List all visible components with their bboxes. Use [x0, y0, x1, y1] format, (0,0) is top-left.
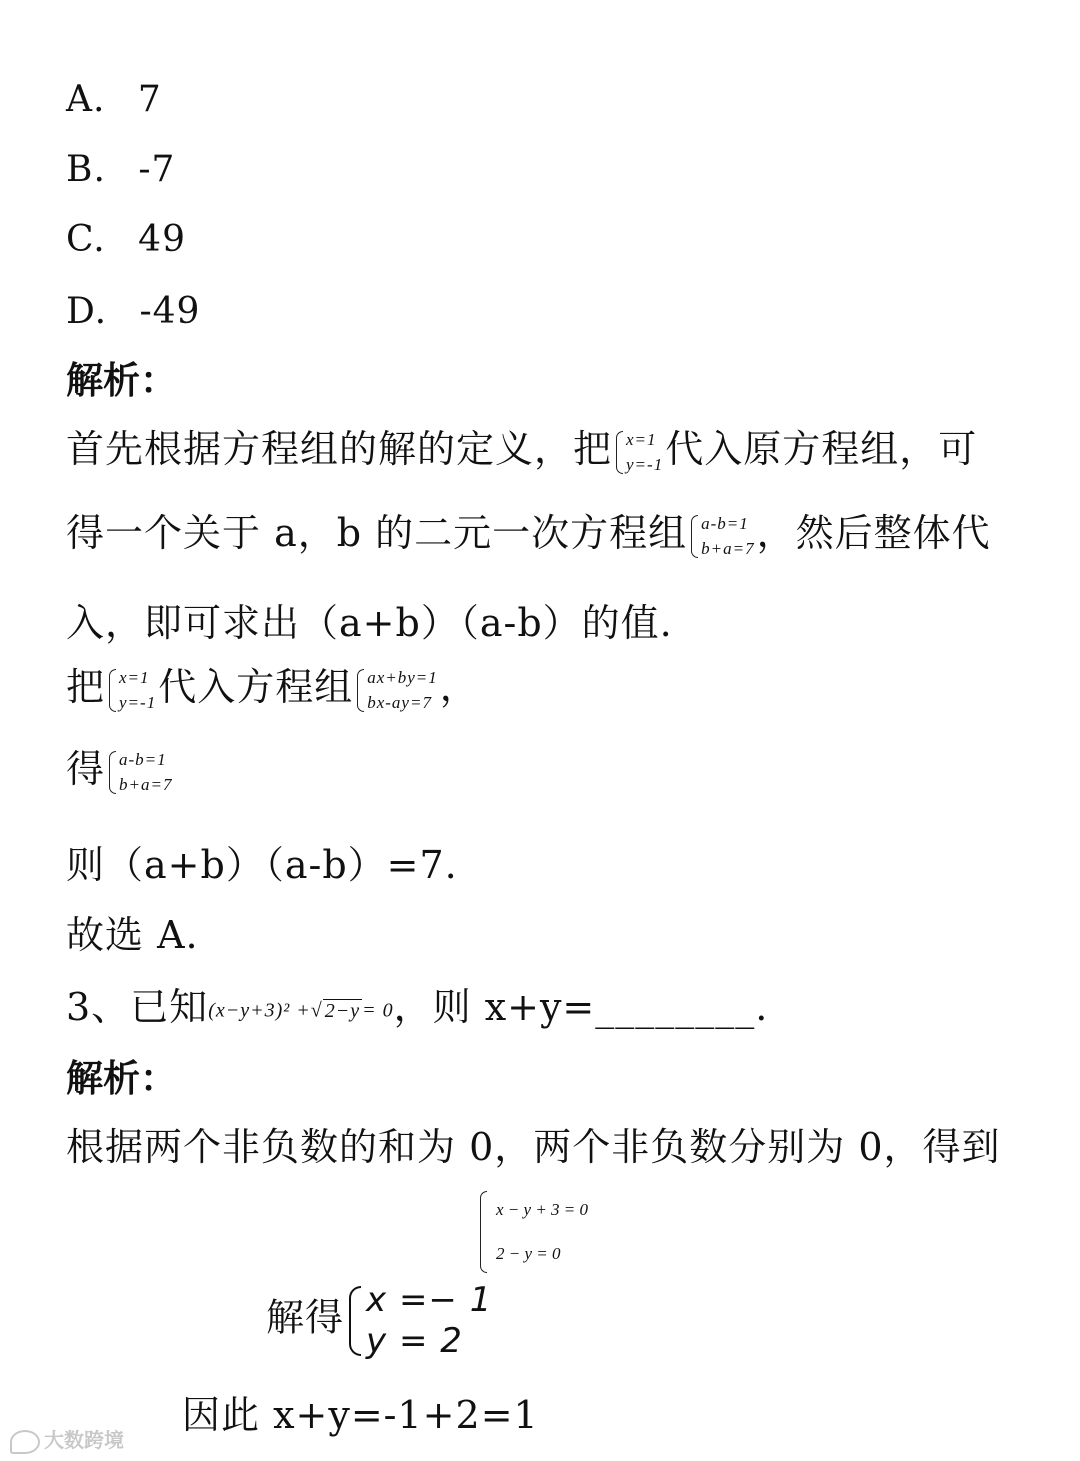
expression-part: = 0: [362, 999, 394, 1022]
equation-row: y=-1: [119, 692, 157, 712]
sqrt-radicand: 2−y: [324, 999, 361, 1022]
analysis-paragraph-4: [66, 666, 479, 715]
option-label: D.: [66, 291, 108, 332]
equation-system-xy: [107, 666, 156, 715]
equation-system-ab: [689, 512, 754, 561]
solve-label: 解得: [266, 1295, 345, 1340]
text: 得一个关于 a，b 的二元一次方程组: [66, 511, 688, 556]
text: ，: [439, 665, 479, 710]
conclusion: 因此 x+y=-1+2=1: [182, 1393, 539, 1437]
solution-line: [266, 1280, 492, 1362]
option-label: B.: [66, 149, 106, 190]
question-suffix: ，则 x+y=________.: [393, 985, 769, 1029]
option-c: [66, 219, 186, 260]
equation-system-solution: [346, 1280, 492, 1362]
equation-row: a-b=1: [119, 750, 167, 769]
expression-part: (x−y+3)² +: [208, 999, 311, 1022]
text: 首先根据方程组的解的定义，把: [66, 427, 613, 472]
question-3: [66, 985, 769, 1029]
equation-row: b+a=7: [701, 538, 755, 558]
option-a: [66, 79, 162, 120]
equation-row: x =− 1: [366, 1280, 493, 1320]
option-value: -7: [138, 149, 176, 190]
equation-system-ab: [107, 748, 172, 797]
text: 代入方程组: [158, 665, 354, 710]
analysis-heading: 解析：: [66, 358, 177, 402]
logo-icon: [10, 1430, 40, 1454]
text: ，然后整体代: [756, 511, 991, 556]
equation-row: a-b=1: [701, 514, 749, 533]
equation-system-xy: [614, 428, 663, 477]
analysis-paragraph-5: [66, 748, 174, 797]
equation-row: x=1: [119, 668, 150, 687]
equation-row: y = 2: [366, 1320, 463, 1361]
watermark-text: 大数跨境: [44, 1428, 124, 1452]
equation-system-original: [355, 666, 438, 715]
watermark: [10, 1424, 124, 1454]
option-b: [66, 149, 176, 190]
equation-row: b+a=7: [119, 774, 173, 794]
analysis2-paragraph-1: 根据两个非负数的和为 0，两个非负数分别为 0，得到: [66, 1125, 1001, 1169]
text: 把: [66, 665, 106, 710]
analysis-paragraph-6: 则（a+b）（a-b）=7.: [66, 843, 458, 887]
equation-row: ax+by=1: [367, 668, 438, 687]
option-d: [66, 291, 201, 332]
equation-row: bx-ay=7: [367, 692, 432, 712]
analysis-paragraph-2: [66, 512, 991, 561]
option-value: 49: [138, 219, 186, 260]
text: 代入原方程组，可: [665, 427, 978, 472]
analysis-paragraph-1: [66, 428, 977, 477]
option-value: -49: [139, 291, 201, 332]
option-label: A.: [66, 79, 106, 120]
question-expression: [208, 999, 393, 1022]
question-prefix: 3、已知: [66, 985, 209, 1029]
option-value: 7: [137, 79, 162, 120]
option-label: C.: [66, 219, 106, 260]
equation-row: 2 − y = 0: [496, 1244, 561, 1264]
analysis-heading: 解析：: [66, 1056, 177, 1100]
analysis-paragraph-3: 入，即可求出（a+b）（a-b）的值.: [66, 601, 673, 645]
text: 得: [66, 747, 106, 792]
equation-system-nonneg: [478, 1188, 588, 1276]
sqrt-icon: √: [310, 999, 323, 1022]
equation-row: y=-1: [626, 454, 664, 474]
equation-row: x=1: [626, 430, 657, 449]
analysis-paragraph-7: 故选 A.: [66, 913, 199, 957]
equation-row: x − y + 3 = 0: [496, 1200, 589, 1219]
